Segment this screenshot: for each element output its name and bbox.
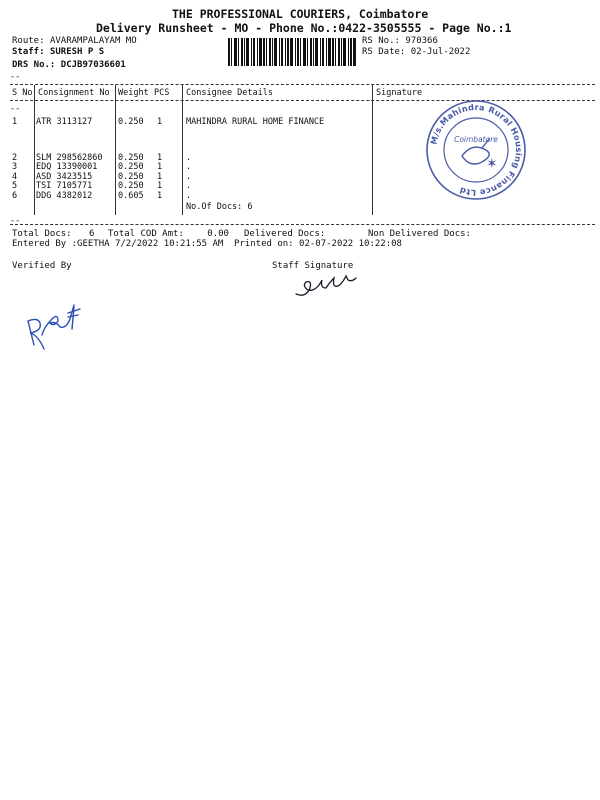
total-docs: [12, 229, 94, 239]
row-consignment: ATR 3113127: [36, 117, 93, 127]
row-consignee: MAHINDRA RURAL HOME FINANCE: [186, 117, 325, 127]
row-weight: 0.605: [118, 191, 144, 201]
row-pcs: 1: [157, 191, 163, 201]
rs-no-value: 970366: [405, 36, 438, 46]
column-header-pcs: PCS: [154, 88, 170, 98]
rs-date-line: [362, 47, 470, 57]
stamp-city: Coimbatore: [454, 135, 498, 144]
rs-date-label: RS Date:: [362, 47, 406, 57]
total-cod-label: Total COD Amt:: [108, 229, 184, 239]
drs-label: DRS No.:: [12, 60, 56, 70]
company-stamp: [424, 98, 528, 202]
row-weight: 0.250: [118, 117, 144, 127]
column-header-consignment: Consignment No: [38, 88, 110, 98]
column-header-weight: Weight: [118, 88, 149, 98]
drs-value: DCJB97036601: [60, 60, 126, 70]
delivered-docs: Delivered Docs:: [244, 229, 326, 239]
row-sno: 5: [12, 181, 18, 191]
total-docs-label: Total Docs:: [12, 229, 72, 239]
rs-no-line: [362, 36, 438, 46]
route-line: [12, 36, 137, 46]
no-of-docs: No.Of Docs: 6: [186, 202, 253, 212]
row-consignment: SLM 298562860: [36, 153, 103, 163]
total-cod-value: 0.00: [207, 229, 229, 239]
verified-by-label: Verified By: [12, 261, 72, 271]
row-weight: 0.250: [118, 162, 144, 172]
row-sno: 1: [12, 117, 18, 127]
staff-signature-label: Staff Signature: [272, 261, 354, 271]
column-header-sno: S No: [12, 88, 33, 98]
staff-value: SURESH P S: [49, 47, 105, 57]
svg-text:M/s.Mahindra Rural Housing Fin: [428, 102, 524, 198]
row-consignee: .: [186, 191, 192, 201]
rs-no-label: RS No.:: [362, 36, 400, 46]
staff-signature: [290, 272, 360, 302]
dash-marker: --: [10, 104, 21, 114]
drs-line: [12, 60, 126, 70]
column-header-signature: Signature: [376, 88, 423, 98]
route-value: AVARAMPALAYAM MO: [49, 36, 137, 46]
row-weight: 0.250: [118, 153, 144, 163]
row-consignment: TSI 7105771: [36, 181, 93, 191]
row-consignee: .: [186, 153, 192, 163]
rs-date-value: 02-Jul-2022: [410, 47, 471, 57]
column-divider: [115, 85, 116, 215]
column-header-consignee: Consignee Details: [186, 88, 273, 98]
row-sno: 4: [12, 172, 18, 182]
table-top-rule: [10, 84, 595, 85]
row-consignment: ASD 3423515: [36, 172, 93, 182]
row-weight: 0.250: [118, 181, 144, 191]
row-sno: 2: [12, 153, 18, 163]
barcode-image: [228, 38, 356, 66]
stamp-text: M/s.Mahindra Rural Housing Finance Ltd: [428, 101, 525, 199]
row-pcs: 1: [157, 181, 163, 191]
row-weight: 0.250: [118, 172, 144, 182]
runsheet-subtitle: Delivery Runsheet - MO - Phone No.:0422-3505555 - Page No.:1: [96, 21, 512, 35]
svg-text:✶: ✶: [486, 156, 498, 172]
total-docs-value: 6: [89, 229, 95, 239]
dash-marker: --: [10, 216, 21, 226]
row-consignment: EDQ 13390001: [36, 162, 98, 172]
row-pcs: 1: [157, 172, 163, 182]
row-consignee: .: [186, 172, 192, 182]
staff-line: [12, 47, 104, 57]
table-bottom-rule: [10, 224, 595, 225]
total-cod: [108, 229, 229, 239]
row-sno: 6: [12, 191, 18, 201]
printed-on: Printed on: 02-07-2022 10:22:08: [234, 239, 402, 249]
dash-marker: --: [10, 72, 21, 82]
company-title: THE PROFESSIONAL COURIERS, Coimbatore: [172, 7, 429, 21]
column-divider: [182, 85, 183, 215]
row-pcs: 1: [157, 117, 163, 127]
column-divider: [372, 85, 373, 215]
row-pcs: 1: [157, 153, 163, 163]
staff-label: Staff:: [12, 47, 45, 57]
row-consignment: DDG 4382012: [36, 191, 93, 201]
column-divider: [34, 85, 35, 215]
route-label: Route:: [12, 36, 45, 46]
non-delivered-docs: Non Delivered Docs:: [368, 229, 471, 239]
row-sno: 3: [12, 162, 18, 172]
row-consignee: .: [186, 181, 192, 191]
entered-by: Entered By :GEETHA 7/2/2022 10:21:55 AM: [12, 239, 224, 249]
row-pcs: 1: [157, 162, 163, 172]
verified-signature: [20, 275, 90, 355]
row-consignee: .: [186, 162, 192, 172]
